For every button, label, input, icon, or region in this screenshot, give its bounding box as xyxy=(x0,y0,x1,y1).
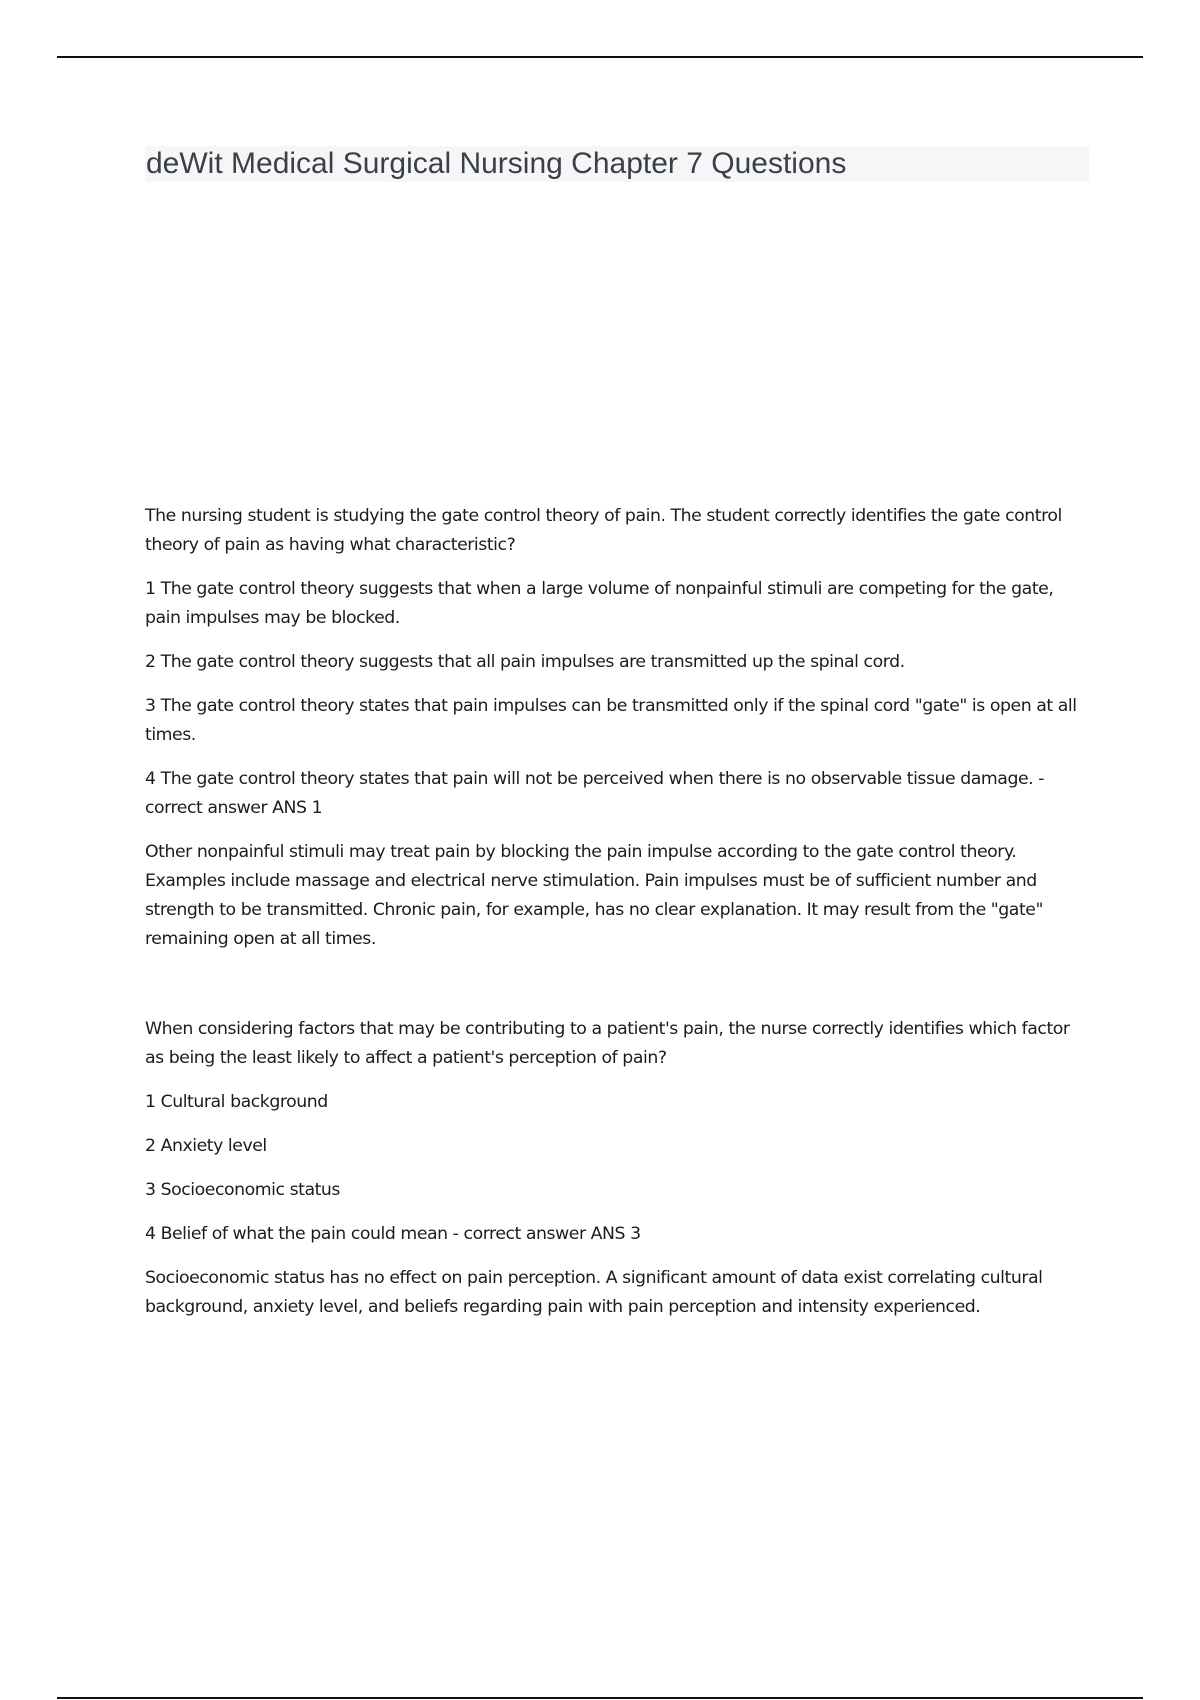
footer-rule xyxy=(57,1697,1143,1699)
document-title: deWit Medical Surgical Nursing Chapter 7 Questions xyxy=(146,147,847,180)
answer-option: 2 Anxiety level xyxy=(145,1136,267,1156)
answer-rationale: Other nonpainful stimuli may treat pain by blocking the pain impulse according to the gate control theory. Examples include massage and electrical nerve stimulation. Pain impulses must be of sufficient number and strength to be transmitted. Chronic pain, for example, has no clear explanation. It may result from the "gate" remaining open at all times. xyxy=(145,842,1043,949)
answer-option: 1 Cultural background xyxy=(145,1092,328,1112)
answer-option: 2 The gate control theory suggests that all pain impulses are transmitted up the spinal cord. xyxy=(145,652,905,672)
answer-option: 4 Belief of what the pain could mean - correct answer ANS 3 xyxy=(145,1224,641,1244)
question-block-1 xyxy=(145,502,1090,954)
question-prompt: When considering factors that may be contributing to a patient's pain, the nurse correctly identifies which factor as being the least likely to affect a patient's perception of pain? xyxy=(145,1019,1070,1068)
answer-rationale: Socioeconomic status has no effect on pain perception. A significant amount of data exist correlating cultural background, anxiety level, and beliefs regarding pain with pain perception and intensity experienced. xyxy=(145,1268,1043,1317)
question-prompt: The nursing student is studying the gate control theory of pain. The student correctly identifies the gate control theory of pain as having what characteristic? xyxy=(145,506,1062,555)
question-block-2 xyxy=(145,1015,1090,1322)
answer-option: 3 Socioeconomic status xyxy=(145,1180,340,1200)
answer-option: 1 The gate control theory suggests that when a large volume of nonpainful stimuli are competing for the gate, pain impulses may be blocked. xyxy=(145,579,1054,628)
answer-option: 3 The gate control theory states that pain impulses can be transmitted only if the spinal cord "gate" is open at all times. xyxy=(145,696,1077,745)
answer-option: 4 The gate control theory states that pain will not be perceived when there is no observable tissue damage. - correct answer ANS 1 xyxy=(145,769,1045,818)
document-body xyxy=(145,502,1090,1337)
header-rule xyxy=(57,56,1143,58)
